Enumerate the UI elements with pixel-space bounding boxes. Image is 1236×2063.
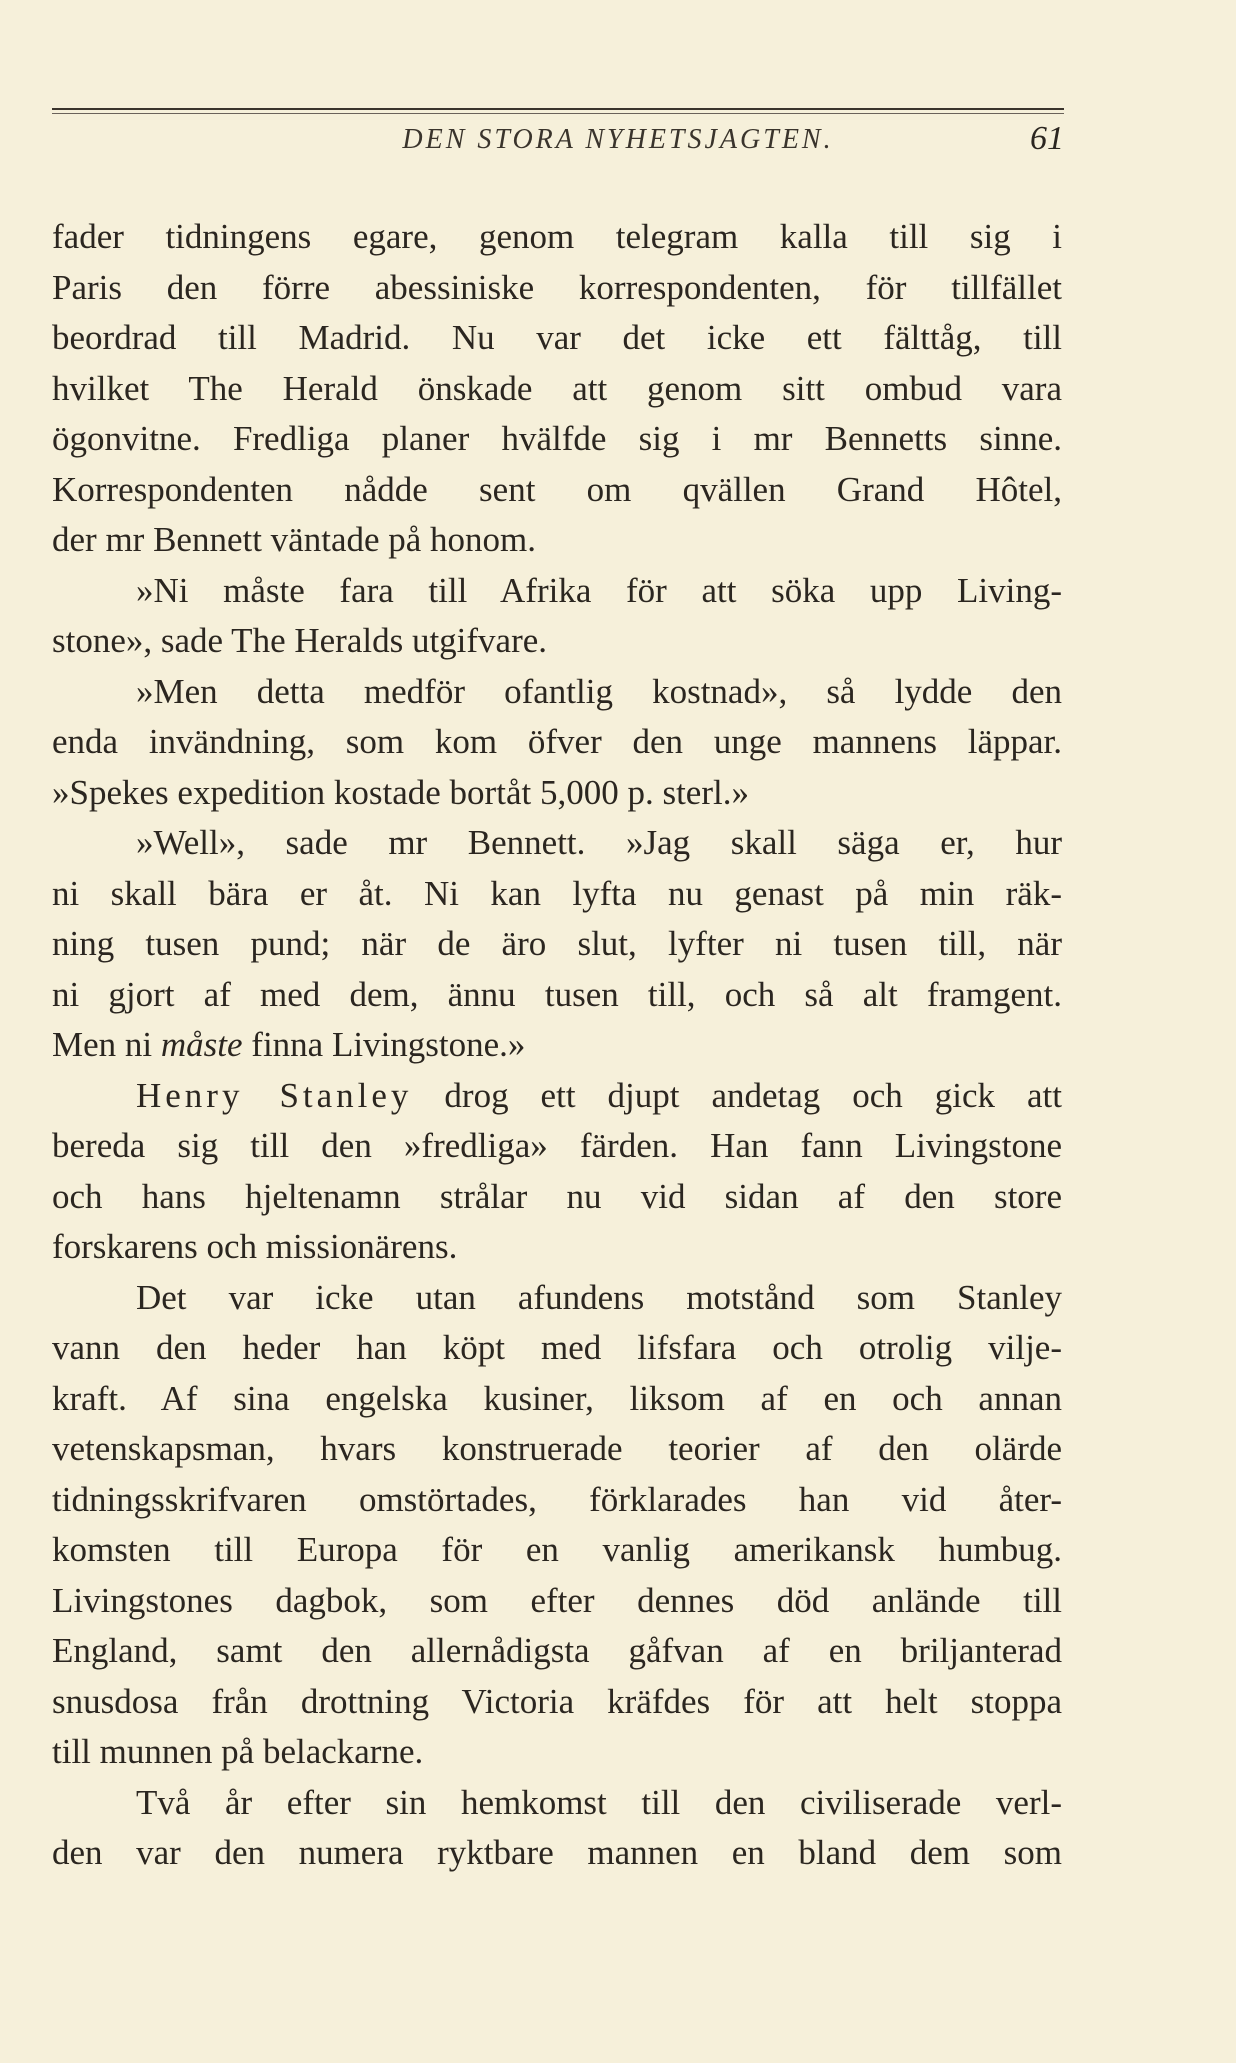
- text-line: bereda sig till den »fredliga» färden. Han fann Livingstone: [52, 1126, 1062, 1165]
- text-line: »Men detta medför ofantlig kostnad», så lydde den: [136, 671, 1062, 711]
- text-line: stone», sade The Heralds utgifvare.: [52, 621, 548, 660]
- text-line: enda invändning, som kom öfver den unge mannens läppar.: [52, 722, 1062, 761]
- text-line: Det var icke utan afundens motstånd som Stanley: [136, 1277, 1062, 1317]
- text-line: Korrespondenten nådde sent om qvällen Grand Hôtel,: [52, 469, 1062, 509]
- text-line: snusdosa från drottning Victoria kräfdes för att helt stoppa: [52, 1681, 1062, 1721]
- text-line: tidningsskrifvaren omstörtades, förklarades han vid åter-: [52, 1479, 1062, 1519]
- text-line: [52, 1020, 1062, 1071]
- text-line: »Well», sade mr Bennett. »Jag skall säga er, hur: [136, 823, 1062, 862]
- text-line: Livingstones dagbok, som efter dennes död anlände till: [52, 1580, 1062, 1620]
- text-line: der mr Bennett väntade på honom.: [52, 520, 537, 559]
- text-line: forskarens och missionärens.: [52, 1227, 458, 1266]
- text-line: [52, 1071, 1062, 1122]
- spaced-name: Henry Stanley: [136, 1075, 413, 1115]
- emphasized-word: måste: [160, 1025, 243, 1064]
- text-line: Paris den förre abessiniske korrespondenten, för tillfället: [52, 267, 1062, 307]
- text-segment: drog ett djupt andetag och gick att: [412, 1075, 1062, 1115]
- text-line: ni skall bära er åt. Ni kan lyfta nu genast på min räk-: [52, 873, 1062, 913]
- body-text: [52, 212, 1062, 1879]
- page-number: 61: [1030, 120, 1064, 157]
- text-line: komsten till Europa för en vanlig amerikansk humbug.: [52, 1530, 1062, 1569]
- text-line: ögonvitne. Fredliga planer hvälfde sig i mr Bennetts sinne.: [52, 419, 1062, 458]
- text-line: ni gjort af med dem, ännu tusen till, och så alt framgent.: [52, 974, 1062, 1014]
- text-line: den var den numera ryktbare mannen en bland dem som: [52, 1833, 1062, 1872]
- text-line: »Spekes expedition kostade bortåt 5,000 p. sterl.»: [52, 772, 749, 812]
- header-rule-thin: [52, 113, 1064, 114]
- running-head: DEN STORA NYHETSJAGTEN.: [402, 124, 834, 155]
- header-rule: [52, 108, 1064, 110]
- text-segment: finna Livingstone.»: [242, 1025, 526, 1064]
- text-line: kraft. Af sina engelska kusiner, liksom af en och annan: [52, 1378, 1062, 1418]
- text-line: fader tidningens egare, genom telegram kalla till sig i: [52, 217, 1062, 256]
- text-line: ning tusen pund; när de äro slut, lyfter ni tusen till, när: [52, 924, 1062, 963]
- text-line: och hans hjeltenamn strålar nu vid sidan af den store: [52, 1176, 1062, 1216]
- text-segment: Men ni: [52, 1025, 161, 1064]
- text-line: England, samt den allernådigsta gåfvan af en briljanterad: [52, 1631, 1062, 1670]
- text-line: hvilket The Herald önskade att genom sitt ombud vara: [52, 368, 1062, 408]
- text-line: vetenskapsman, hvars konstruerade teorier af den olärde: [52, 1429, 1062, 1468]
- text-line: Två år efter sin hemkomst till den civiliserade verl-: [136, 1782, 1062, 1822]
- text-line: beordrad till Madrid. Nu var det icke ett fälttåg, till: [52, 318, 1062, 357]
- text-line: »Ni måste fara till Afrika för att söka upp Living-: [136, 570, 1062, 610]
- text-line: till munnen på belackarne.: [52, 1732, 424, 1771]
- text-line: vann den heder han köpt med lifsfara och otrolig vilje-: [52, 1328, 1062, 1367]
